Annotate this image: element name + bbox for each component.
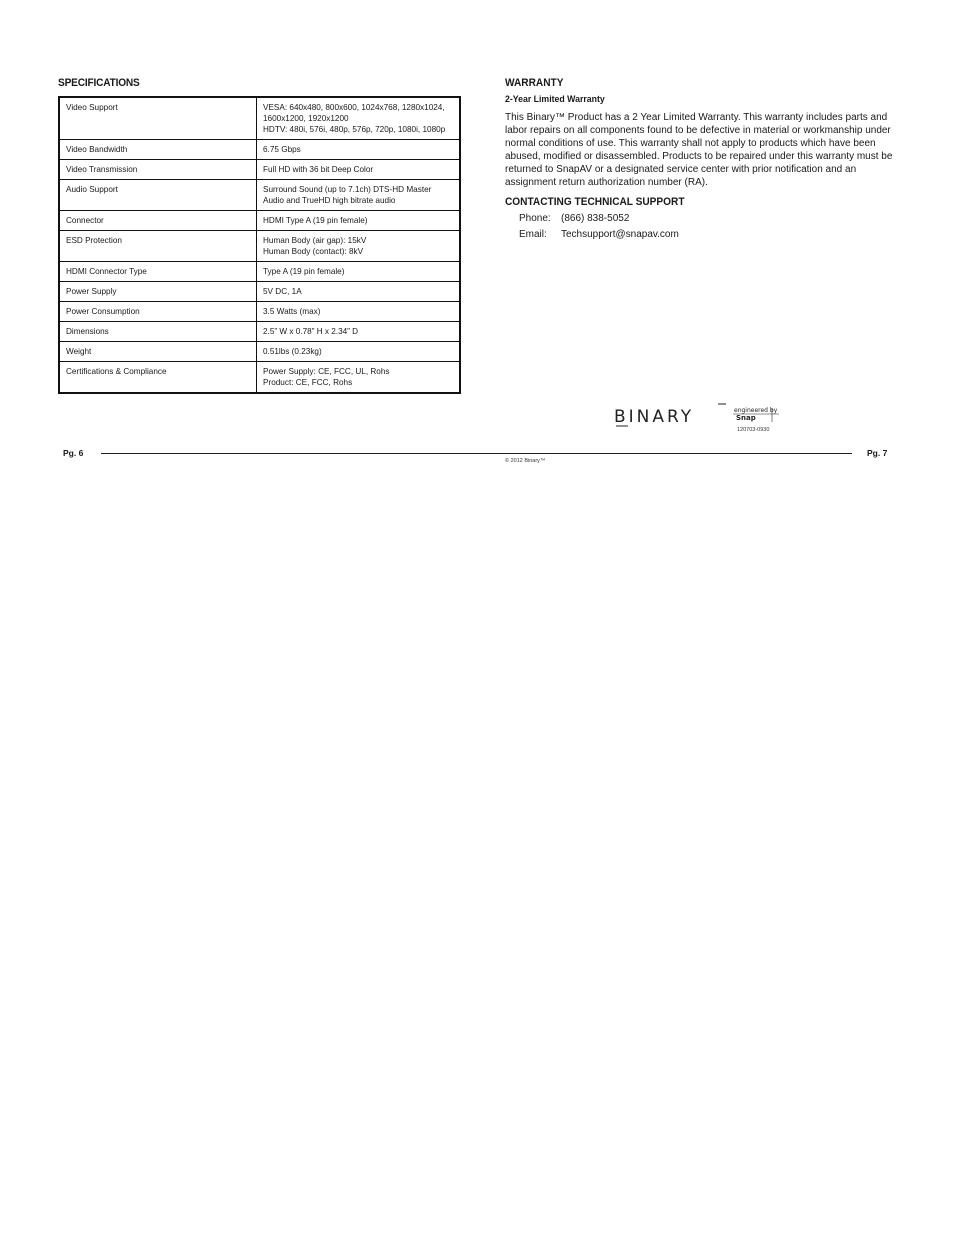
spec-row bbox=[59, 211, 460, 231]
logo-maker: Snap bbox=[736, 414, 756, 422]
logo-tagline: engineered by bbox=[734, 407, 778, 414]
page-number-right: Pg. 7 bbox=[867, 448, 888, 458]
spec-key: Audio Support bbox=[59, 180, 257, 211]
spec-key: ESD Protection bbox=[59, 231, 257, 262]
phone-number: (866) 838-5052 bbox=[561, 213, 630, 224]
spec-value: 0.51lbs (0.23kg) bbox=[257, 342, 461, 362]
logo-brand: BINARY bbox=[614, 407, 695, 427]
spec-key: Connector bbox=[59, 211, 257, 231]
binary-logo bbox=[614, 400, 784, 440]
spec-row bbox=[59, 302, 460, 322]
spec-row bbox=[59, 282, 460, 302]
spec-row bbox=[59, 322, 460, 342]
page-number-left: Pg. 6 bbox=[63, 448, 84, 458]
spec-value: Power Supply: CE, FCC, UL, Rohs Product: CE, FCC, Rohs bbox=[257, 362, 461, 394]
spec-row bbox=[59, 97, 460, 140]
phone-label: Phone: bbox=[519, 213, 551, 224]
warranty-text: This Binary™ Product has a 2 Year Limited Warranty. This warranty includes parts and labor repairs on all components found to be defective in material or workmanship under normal conditions of use. This warranty shall not apply to products which have been abused, modified or disassembled. Products to be repaired under this warranty must be returned to SnapAV or a designated service center with prior notification and an assignment return authorization number (RA). bbox=[505, 112, 893, 188]
spec-key: Weight bbox=[59, 342, 257, 362]
footer-rule bbox=[101, 453, 852, 454]
spec-key: Certifications & Compliance bbox=[59, 362, 257, 394]
spec-row bbox=[59, 362, 460, 394]
email-address: Techsupport@snapav.com bbox=[561, 229, 679, 240]
specifications-heading: SPECIFICATIONS bbox=[58, 77, 140, 89]
spec-value: VESA: 640x480, 800x600, 1024x768, 1280x1024, 1600x1200, 1920x1200 HDTV: 480i, 576i, 480p, 576p, 720p, 1080i, 1080p bbox=[257, 97, 461, 140]
email-label: Email: bbox=[519, 229, 547, 240]
spec-key: HDMI Connector Type bbox=[59, 262, 257, 282]
spec-value: HDMI Type A (19 pin female) bbox=[257, 211, 461, 231]
warranty-subheading: 2-Year Limited Warranty bbox=[505, 94, 605, 105]
spec-value: 3.5 Watts (max) bbox=[257, 302, 461, 322]
spec-row bbox=[59, 342, 460, 362]
spec-row bbox=[59, 262, 460, 282]
spec-key: Power Supply bbox=[59, 282, 257, 302]
spec-value: 6.75 Gbps bbox=[257, 140, 461, 160]
spec-key: Dimensions bbox=[59, 322, 257, 342]
copyright: © 2012 Binary™ bbox=[505, 458, 546, 464]
email-line bbox=[519, 229, 679, 240]
specifications-table bbox=[58, 96, 461, 394]
spec-row bbox=[59, 160, 460, 180]
spec-value: 2.5” W x 0.78” H x 2.34” D bbox=[257, 322, 461, 342]
spec-value: Full HD with 36 bit Deep Color bbox=[257, 160, 461, 180]
warranty-heading: WARRANTY bbox=[505, 77, 564, 89]
spec-value: Surround Sound (up to 7.1ch) DTS-HD Master Audio and TrueHD high bitrate audio bbox=[257, 180, 461, 211]
spec-row bbox=[59, 180, 460, 211]
support-heading: CONTACTING TECHNICAL SUPPORT bbox=[505, 196, 685, 208]
spec-key: Video Support bbox=[59, 97, 257, 140]
spec-value: Type A (19 pin female) bbox=[257, 262, 461, 282]
spec-key: Video Bandwidth bbox=[59, 140, 257, 160]
spec-key: Power Consumption bbox=[59, 302, 257, 322]
spec-value: 5V DC, 1A bbox=[257, 282, 461, 302]
phone-line bbox=[519, 213, 629, 224]
spec-value: Human Body (air gap): 15kV Human Body (contact): 8kV bbox=[257, 231, 461, 262]
document-code: 120703-0930 bbox=[737, 427, 770, 433]
spec-key: Video Transmission bbox=[59, 160, 257, 180]
spec-row bbox=[59, 231, 460, 262]
spec-row bbox=[59, 140, 460, 160]
